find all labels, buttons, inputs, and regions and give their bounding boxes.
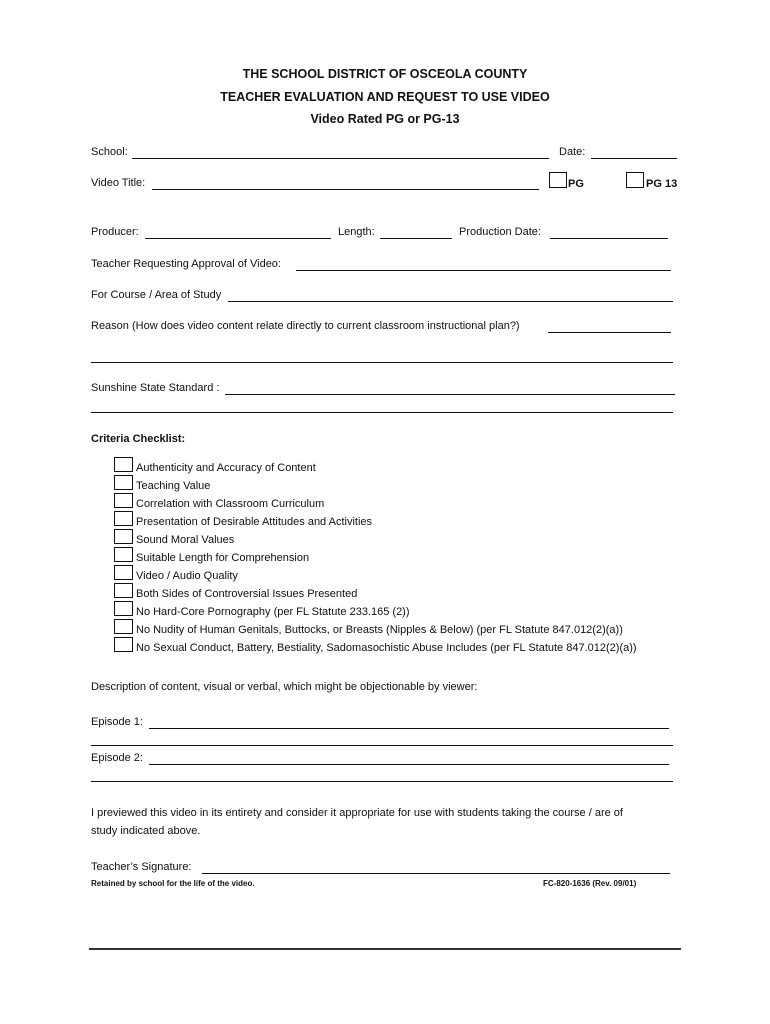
checklist-checkbox-6[interactable] bbox=[114, 547, 133, 562]
checklist-item-1: Authenticity and Accuracy of Content bbox=[136, 462, 316, 474]
checklist-checkbox-1[interactable] bbox=[114, 457, 133, 472]
episode-1-label: Episode 1: bbox=[91, 716, 143, 728]
episode-2-field-line-2[interactable] bbox=[91, 781, 673, 782]
school-label: School: bbox=[91, 146, 128, 158]
checklist-checkbox-2[interactable] bbox=[114, 475, 133, 490]
checklist-checkbox-11[interactable] bbox=[114, 637, 133, 652]
checklist-item-10: No Nudity of Human Genitals, Buttocks, or Breasts (Nipples & Below) (per FL Statute 847.012(2)(a)) bbox=[136, 624, 623, 636]
checklist-checkbox-9[interactable] bbox=[114, 601, 133, 616]
signature-field[interactable] bbox=[202, 873, 670, 874]
attestation-line-1: I previewed this video in its entirety and consider it appropriate for use with students taking the course / are of bbox=[91, 807, 623, 819]
pg-checkbox[interactable] bbox=[549, 172, 567, 188]
production-date-field[interactable] bbox=[550, 238, 668, 239]
checklist-item-7: Video / Audio Quality bbox=[136, 570, 238, 582]
page-bottom-rule bbox=[89, 948, 681, 950]
course-field[interactable] bbox=[228, 301, 673, 302]
pg-label: PG bbox=[568, 178, 584, 190]
checklist-checkbox-7[interactable] bbox=[114, 565, 133, 580]
signature-label: Teacher’s Signature: bbox=[91, 861, 192, 873]
date-field[interactable] bbox=[591, 158, 677, 159]
checklist-checkbox-4[interactable] bbox=[114, 511, 133, 526]
checklist-item-2: Teaching Value bbox=[136, 480, 211, 492]
date-label: Date: bbox=[559, 146, 586, 158]
standard-field-line-2[interactable] bbox=[91, 412, 673, 413]
length-label: Length: bbox=[338, 226, 375, 238]
checklist-item-5: Sound Moral Values bbox=[136, 534, 235, 546]
standard-field[interactable] bbox=[225, 394, 675, 395]
form-title-rating: Video Rated PG or PG-13 bbox=[310, 112, 460, 126]
form-title-request: TEACHER EVALUATION AND REQUEST TO USE VIDEO bbox=[220, 90, 550, 104]
checklist-item-6: Suitable Length for Comprehension bbox=[136, 552, 310, 564]
checklist-checkbox-10[interactable] bbox=[114, 619, 133, 634]
form-title-district: THE SCHOOL DISTRICT OF OSCEOLA COUNTY bbox=[242, 67, 528, 81]
description-prompt: Description of content, visual or verbal, which might be objectionable by viewer: bbox=[91, 681, 478, 693]
teacher-requesting-field[interactable] bbox=[296, 270, 671, 271]
checklist-item-4: Presentation of Desirable Attitudes and Activities bbox=[136, 516, 373, 528]
teacher-requesting-label: Teacher Requesting Approval of Video: bbox=[91, 258, 281, 270]
pg13-checkbox[interactable] bbox=[626, 172, 644, 188]
checklist-item-3: Correlation with Classroom Curriculum bbox=[136, 498, 325, 510]
video-title-field[interactable] bbox=[152, 189, 539, 190]
form-number: FC-820-1636 (Rev. 09/01) bbox=[543, 879, 637, 888]
school-field[interactable] bbox=[132, 158, 549, 159]
checklist-item-9: No Hard-Core Pornography (per FL Statute 233.165 (2)) bbox=[136, 606, 410, 618]
episode-1-field-line-2[interactable] bbox=[91, 745, 673, 746]
video-title-label: Video Title: bbox=[91, 177, 146, 189]
retention-note: Retained by school for the life of the video. bbox=[91, 879, 255, 888]
course-label: For Course / Area of Study bbox=[91, 289, 222, 301]
producer-field[interactable] bbox=[145, 238, 331, 239]
production-date-label: Production Date: bbox=[459, 226, 541, 238]
reason-field-line-2[interactable] bbox=[91, 362, 673, 363]
checklist-title: Criteria Checklist: bbox=[91, 433, 186, 445]
reason-label: Reason (How does video content relate directly to current classroom instructional plan?) bbox=[91, 320, 520, 332]
checklist-checkbox-3[interactable] bbox=[114, 493, 133, 508]
episode-1-field[interactable] bbox=[149, 728, 669, 729]
pg13-label: PG 13 bbox=[646, 178, 678, 190]
checklist-checkbox-8[interactable] bbox=[114, 583, 133, 598]
length-field[interactable] bbox=[380, 238, 452, 239]
standard-label: Sunshine State Standard : bbox=[91, 382, 220, 394]
attestation-line-2: study indicated above. bbox=[91, 825, 201, 837]
producer-label: Producer: bbox=[91, 226, 139, 238]
episode-2-label: Episode 2: bbox=[91, 752, 143, 764]
checklist-item-11: No Sexual Conduct, Battery, Bestiality, Sadomasochistic Abuse Includes (per FL Statute 847.012(2)(a)) bbox=[136, 642, 637, 654]
reason-field[interactable] bbox=[548, 332, 671, 333]
episode-2-field[interactable] bbox=[149, 764, 669, 765]
checklist-item-8: Both Sides of Controversial Issues Presented bbox=[136, 588, 358, 600]
checklist-checkbox-5[interactable] bbox=[114, 529, 133, 544]
